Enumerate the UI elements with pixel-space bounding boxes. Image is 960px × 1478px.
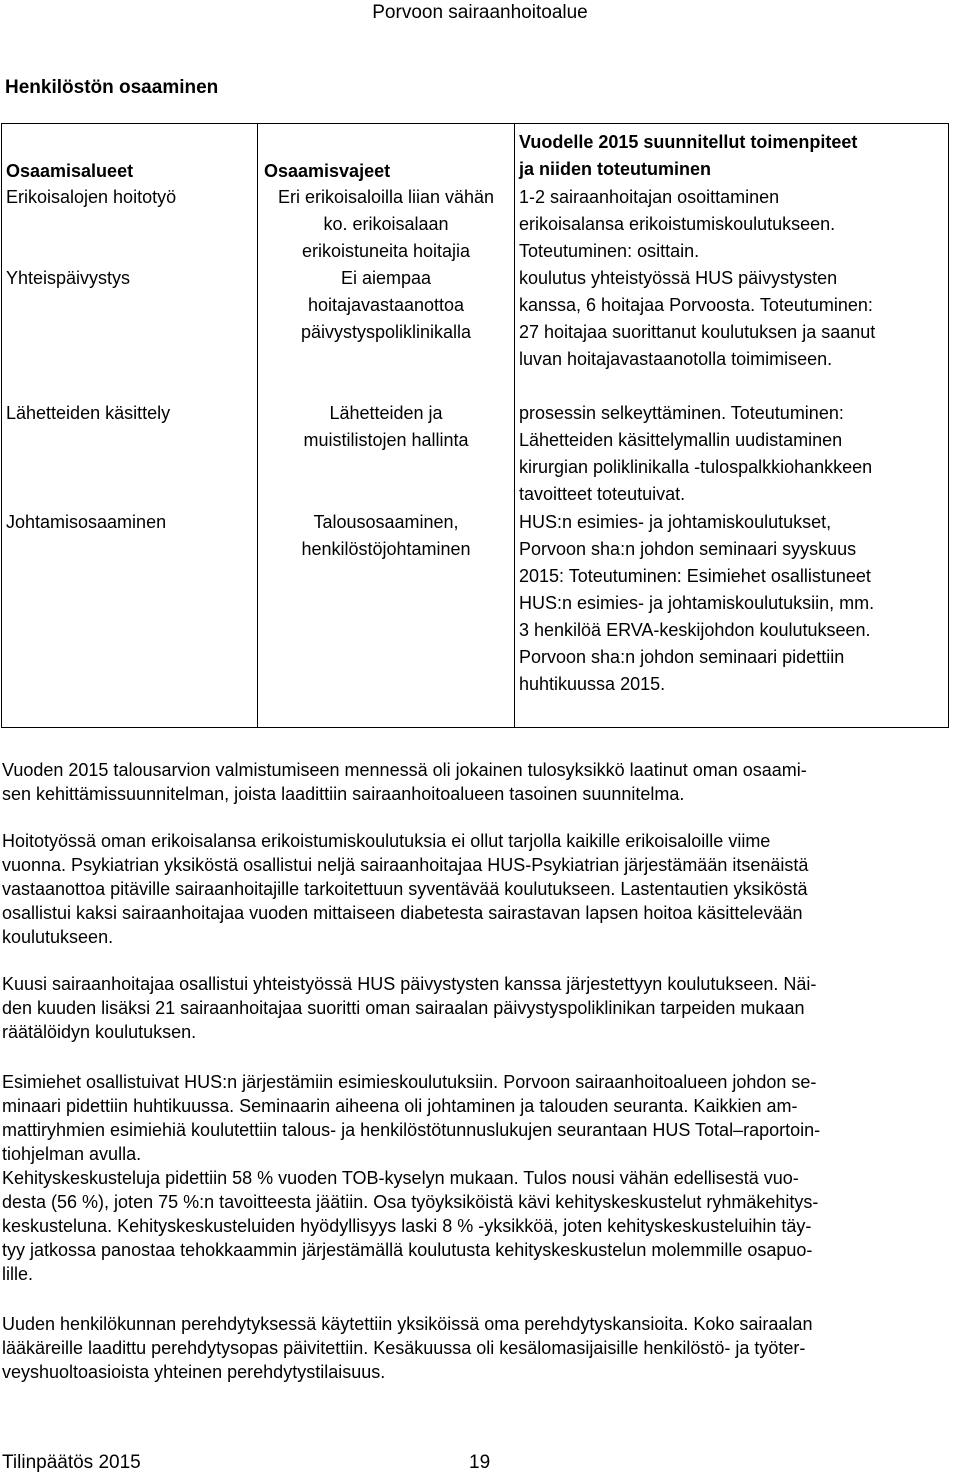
row-action-line: Toteutuminen: osittain. bbox=[519, 241, 700, 261]
paragraph-line: Vuoden 2015 talousarvion valmistumiseen mennessä oli jokainen tulosyksikkö laatinut oman osaami- bbox=[2, 760, 807, 780]
section-title: Henkilöstön osaaminen bbox=[5, 77, 219, 98]
row-gap-line: Eri erikoisaloilla liian vähän bbox=[277, 187, 495, 207]
row-action-line: koulutus yhteistyössä HUS päivystysten bbox=[519, 268, 838, 288]
row-area: Yhteispäivystys bbox=[6, 268, 131, 288]
paragraph-line: tyy jatkossa panostaa tehokkaammin järjestämällä koulutusta kehityskeskustelun molemmille osapuo- bbox=[2, 1240, 813, 1260]
row-action-line: 3 henkilöä ERVA-keskijohdon koulutukseen. bbox=[519, 620, 871, 640]
paragraph-line: osallistui kaksi sairaanhoitajaa vuoden mittaiseen diabetesta sairastavan lapsen hoitoa käsittelevään bbox=[2, 903, 803, 923]
paragraph-line: lille. bbox=[2, 1264, 34, 1284]
paragraph bbox=[2, 1312, 960, 1384]
paragraph-line: keskusteluna. Kehityskeskusteluiden hyödyllisyys laski 8 % -yksikköä, joten kehityskeskusteluihin täy- bbox=[2, 1216, 812, 1236]
row-gap-line: hoitajavastaanottoa bbox=[307, 295, 465, 315]
header-areas: Osaamisalueet bbox=[6, 161, 134, 181]
page-header: Porvoon sairaanhoitoalue bbox=[372, 2, 588, 23]
paragraph-line: veyshuoltoasioista yhteinen perehdytystilaisuus. bbox=[2, 1362, 386, 1382]
header-actions-line1: Vuodelle 2015 suunnitellut toimenpiteet bbox=[519, 132, 858, 152]
paragraph-line: tiohjelman avulla. bbox=[2, 1144, 142, 1164]
paragraph-line: koulutukseen. bbox=[2, 927, 114, 947]
row-gap-line: muistilistojen hallinta bbox=[303, 430, 469, 450]
row-action-line: kirurgian poliklinikalla -tulospalkkiohankkeen bbox=[519, 457, 873, 477]
row-area: Erikoisalojen hoitotyö bbox=[6, 187, 177, 207]
paragraph-line: Kehityskeskusteluja pidettiin 58 % vuoden TOB-kyselyn mukaan. Tulos nousi vähän edellisestä vuo- bbox=[2, 1168, 799, 1188]
paragraph-line: lääkäreille laadittu perehdytysopas päivitettiin. Kesäkuussa oli kesälomasijaisille henkilöstö- ja työter- bbox=[2, 1338, 806, 1358]
paragraph-line: räätälöidyn koulutuksen. bbox=[2, 1022, 197, 1042]
header-actions-line2: ja niiden toteutuminen bbox=[519, 159, 711, 179]
footer-title: Tilinpäätös 2015 bbox=[2, 1452, 141, 1473]
paragraph-line: sen kehittämissuunnitelman, joista laadittiin sairaanhoitoalueen tasoinen suunnitelma. bbox=[2, 784, 685, 804]
row-action-line: tavoitteet toteutuivat. bbox=[519, 484, 686, 504]
competence-table bbox=[1, 123, 949, 728]
row-action-line: 2015: Toteutuminen: Esimiehet osallistuneet bbox=[519, 566, 871, 586]
row-action-line: kanssa, 6 hoitajaa Porvoosta. Toteutuminen: bbox=[519, 295, 873, 315]
row-action-line: 1-2 sairaanhoitajan osoittaminen bbox=[519, 187, 780, 207]
row-gap-line: päivystyspoliklinikalla bbox=[300, 322, 472, 342]
row-gap-line: henkilöstöjohtaminen bbox=[301, 539, 471, 559]
paragraph-line: desta (56 %), joten 75 %:n tavoitteesta jäätiin. Osa työyksiköistä kävi kehityskeskustelut ryhmäkehitys- bbox=[2, 1192, 819, 1212]
row-action-line: Lähetteiden käsittelymallin uudistaminen bbox=[519, 430, 843, 450]
row-action-line: Porvoon sha:n johdon seminaari pidettiin bbox=[519, 647, 845, 667]
row-area: Lähetteiden käsittely bbox=[6, 403, 171, 423]
row-action-line: Porvoon sha:n johdon seminaari syyskuus bbox=[519, 539, 857, 559]
column-divider bbox=[257, 124, 258, 727]
header-gaps: Osaamisvajeet bbox=[264, 161, 391, 181]
row-action-line: HUS:n esimies- ja johtamiskoulutukset, bbox=[519, 512, 832, 532]
page-number: 19 bbox=[469, 1452, 491, 1473]
row-gap-line: erikoistuneita hoitajia bbox=[301, 241, 471, 261]
paragraph-line: mattiryhmien esimiehiä koulutettiin talous- ja henkilöstötunnuslukujen seurantaan HUS Total–raportoin- bbox=[2, 1120, 821, 1140]
row-action-line: luvan hoitajavastaanotolla toimimiseen. bbox=[519, 349, 833, 369]
row-gap-line: Ei aiempaa bbox=[340, 268, 432, 288]
column-divider bbox=[514, 124, 515, 727]
row-action-line: 27 hoitajaa suorittanut koulutuksen ja saanut bbox=[519, 322, 876, 342]
paragraph-line: Uuden henkilökunnan perehdytyksessä käytettiin yksiköissä oma perehdytyskansioita. Koko sairaalan bbox=[2, 1314, 813, 1334]
row-action-line: prosessin selkeyttäminen. Toteutuminen: bbox=[519, 403, 844, 423]
row-action-line: erikoisalansa erikoistumiskoulutukseen. bbox=[519, 214, 836, 234]
paragraph bbox=[2, 1070, 960, 1286]
row-area: Johtamisosaaminen bbox=[6, 512, 167, 532]
paragraph-line: Hoitotyössä oman erikoisalansa erikoistumiskoulutuksia ei ollut tarjolla kaikille erikoisaloille viime bbox=[2, 831, 771, 851]
row-action-line: HUS:n esimies- ja johtamiskoulutuksiin, mm. bbox=[519, 593, 875, 613]
row-gap-line: Lähetteiden ja bbox=[329, 403, 443, 423]
row-gap-line: ko. erikoisalaan bbox=[323, 214, 449, 234]
paragraph-line: Kuusi sairaanhoitajaa osallistui yhteistyössä HUS päivystysten kanssa järjestettyyn koulutukseen. Näi- bbox=[2, 974, 817, 994]
paragraph-line: minaari pidettiin huhtikuussa. Seminaarin aiheena oli johtaminen ja talouden seuranta. Kaikkien am- bbox=[2, 1096, 798, 1116]
row-gap-line: Talousosaaminen, bbox=[313, 512, 459, 532]
paragraph-line: Esimiehet osallistuivat HUS:n järjestämiin esimieskoulutuksiin. Porvoon sairaanhoitoalueen johdon se- bbox=[2, 1072, 817, 1092]
paragraph bbox=[2, 758, 960, 806]
paragraph bbox=[2, 972, 960, 1044]
paragraph-line: den kuuden lisäksi 21 sairaanhoitajaa suoritti oman sairaalan päivystyspoliklinikan tarpeiden mukaan bbox=[2, 998, 805, 1018]
paragraph-line: vuonna. Psykiatrian yksiköstä osallistui neljä sairaanhoitajaa HUS-Psykiatrian järjestämään itsenäistä bbox=[2, 855, 809, 875]
row-action-line: huhtikuussa 2015. bbox=[519, 674, 666, 694]
paragraph bbox=[2, 829, 960, 949]
paragraph-line: vastaanottoa pitäville sairaanhoitajille tarkoitettuun syventävää koulutukseen. Lastentautien yksiköstä bbox=[2, 879, 808, 899]
